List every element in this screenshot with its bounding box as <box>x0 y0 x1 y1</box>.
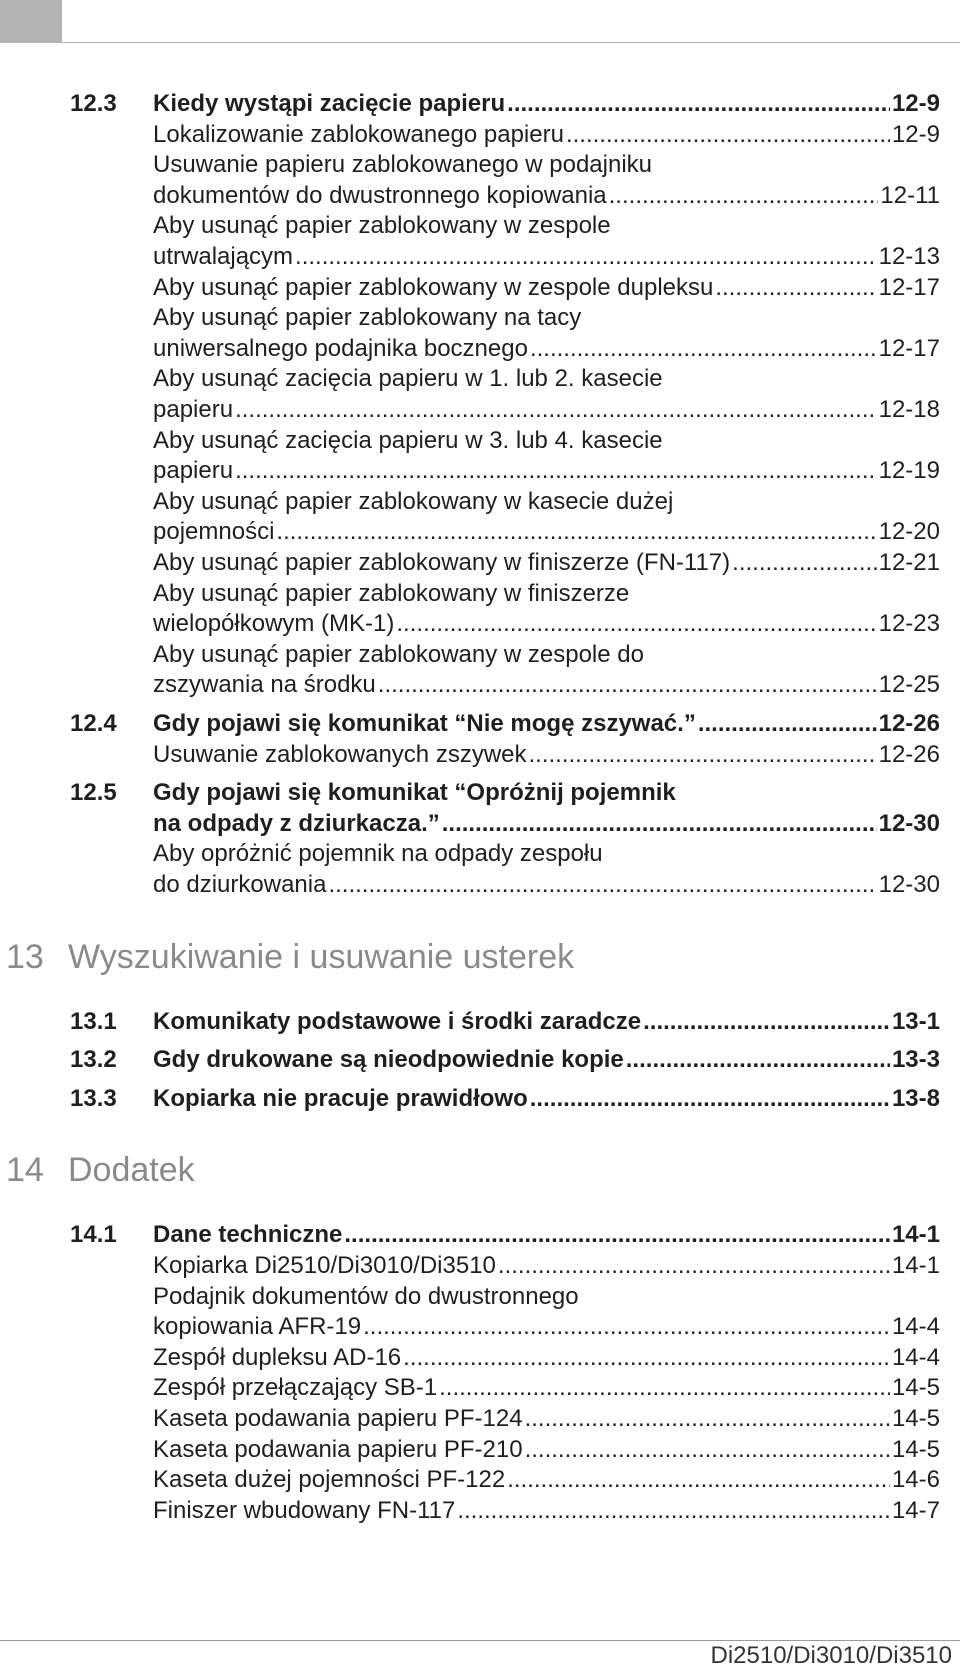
entry-title: Kaseta dużej pojemności PF-122 <box>153 1466 506 1494</box>
entry-title: Gdy drukowane są nieodpowiednie kopie <box>153 1046 624 1074</box>
page-number[interactable]: 12-26 <box>878 710 940 737</box>
entry-leader-line <box>153 121 940 149</box>
page-number[interactable]: 12-30 <box>878 870 940 898</box>
toc-section-entry[interactable] <box>0 90 960 121</box>
entry-title: Kaseta podawania papieru PF-124 <box>153 1405 523 1432</box>
toc-item-entry[interactable] <box>0 549 960 580</box>
entry-title: Aby usunąć papier zablokowany w zespole dupleksu <box>153 273 714 301</box>
toc-section-entry[interactable] <box>0 1008 960 1039</box>
toc-item-entry[interactable] <box>0 151 960 212</box>
toc-section-entry[interactable] <box>0 1085 960 1116</box>
section-number: 13.3 <box>70 1084 117 1112</box>
page-number[interactable]: 14-4 <box>891 1343 940 1371</box>
section-number: 14.1 <box>70 1221 117 1249</box>
toc-item-entry[interactable] <box>0 1283 960 1344</box>
page-number[interactable]: 13-8 <box>891 1084 940 1112</box>
entry-leader-line <box>153 457 940 485</box>
toc-item-entry[interactable] <box>0 1252 960 1283</box>
entry-title: Zespół dupleksu AD-16 <box>153 1343 402 1371</box>
entry-leader-line <box>153 1374 940 1402</box>
page-number[interactable]: 12-18 <box>878 395 940 423</box>
chapter-heading <box>6 938 574 977</box>
entry-title: Komunikaty podstawowe i środki zaradcze <box>153 1007 642 1035</box>
dot-leader <box>698 710 877 738</box>
toc-item-entry[interactable] <box>0 121 960 152</box>
entry-leader-line <box>153 243 940 271</box>
dot-leader <box>378 671 877 699</box>
entry-leader-line <box>153 396 940 424</box>
entry-title-first-line: Usuwanie papieru zablokowanego w podajniku <box>153 151 652 179</box>
entry-leader-line <box>153 1436 940 1464</box>
toc-item-entry[interactable] <box>0 1436 960 1467</box>
entry-leader-line <box>153 671 940 699</box>
entry-leader-line <box>153 1085 940 1113</box>
entry-leader-line <box>153 90 940 118</box>
page-number[interactable]: 12-26 <box>878 740 940 768</box>
dot-leader <box>525 1405 890 1433</box>
page-number[interactable]: 14-5 <box>891 1435 940 1463</box>
page-number[interactable]: 14-1 <box>891 1221 940 1249</box>
entry-leader-line <box>153 710 940 738</box>
section-number: 13.1 <box>70 1007 117 1035</box>
entry-title-first-line: Aby usunąć papier zablokowany w finiszerze <box>153 579 630 607</box>
toc-item-entry[interactable] <box>0 1405 960 1436</box>
page-number[interactable]: 14-5 <box>891 1374 940 1402</box>
entry-leader-line <box>153 335 940 363</box>
page-number[interactable]: 14-7 <box>891 1496 940 1524</box>
page-number[interactable]: 12-21 <box>878 549 940 576</box>
entry-title: papieru <box>153 457 234 485</box>
page-number[interactable]: 14-6 <box>891 1466 940 1494</box>
entry-leader-line <box>153 1344 940 1372</box>
page-number[interactable]: 12-9 <box>891 120 940 148</box>
page-number[interactable]: 14-4 <box>891 1313 940 1341</box>
dot-leader <box>295 243 877 271</box>
entry-title-first-line: Aby usunąć zacięcia papieru w 1. lub 2. kasecie <box>153 365 663 393</box>
header-rule <box>0 42 960 43</box>
entry-title: Lokalizowanie zablokowanego papieru <box>153 120 564 148</box>
dot-leader <box>363 1313 890 1341</box>
entry-leader-line <box>153 1046 940 1074</box>
dot-leader <box>344 1221 890 1249</box>
entry-leader-line <box>153 1405 940 1433</box>
dot-leader <box>235 396 877 424</box>
entry-title: Kaseta podawania papieru PF-210 <box>153 1435 523 1463</box>
dot-leader <box>507 1466 890 1494</box>
entry-title: na odpady z dziurkacza.” <box>153 809 440 837</box>
page-number[interactable]: 14-1 <box>891 1252 940 1279</box>
dot-leader <box>442 810 877 838</box>
toc-item-entry[interactable] <box>0 580 960 641</box>
entry-leader-line <box>153 274 940 302</box>
chapter-title: Wyszukiwanie i usuwanie usterek <box>68 937 575 976</box>
toc-item-entry[interactable] <box>0 641 960 702</box>
dot-leader <box>566 121 890 149</box>
page-number[interactable]: 14-5 <box>891 1405 940 1432</box>
entry-leader-line <box>153 549 940 577</box>
entry-title: Gdy pojawi się komunikat “Nie mogę zszywać.” <box>153 710 696 737</box>
entry-leader-line <box>153 182 940 210</box>
dot-leader <box>498 1252 890 1280</box>
entry-title: uniwersalnego podajnika bocznego <box>153 334 528 362</box>
entry-leader-line <box>153 1497 940 1525</box>
dot-leader <box>457 1497 890 1525</box>
chapter-number: 13 <box>6 937 44 976</box>
entry-leader-line <box>153 871 940 899</box>
toc-item-entry[interactable] <box>0 365 960 426</box>
entry-title-first-line: Aby usunąć papier zablokowany w kasecie dużej <box>153 487 674 515</box>
dot-leader <box>525 1436 890 1464</box>
entry-title-first-line: Aby usunąć papier zablokowany w zespole do <box>153 640 644 668</box>
entry-title-first-line: Podajnik dokumentów do dwustronnego <box>153 1282 579 1310</box>
dot-leader <box>643 1008 890 1036</box>
entry-title: kopiowania AFR-19 <box>153 1313 362 1341</box>
toc-item-entry[interactable] <box>0 304 960 365</box>
toc-item-entry[interactable] <box>0 741 960 772</box>
corner-tab-mark <box>0 0 62 42</box>
toc-item-entry[interactable] <box>0 1374 960 1405</box>
dot-leader <box>396 610 876 638</box>
footer-rule <box>0 1640 960 1641</box>
dot-leader <box>530 1085 890 1113</box>
entry-leader-line <box>153 1466 940 1494</box>
chapter-title: Dodatek <box>68 1151 195 1190</box>
toc-item-entry[interactable] <box>0 1466 960 1497</box>
toc-item-entry[interactable] <box>0 1497 960 1528</box>
section-number: 12.5 <box>70 779 117 807</box>
section-number: 13.2 <box>70 1046 117 1074</box>
entry-title-first-line: Aby usunąć papier zablokowany na tacy <box>153 304 582 332</box>
entry-leader-line <box>153 610 940 638</box>
dot-leader <box>276 518 876 546</box>
chapter-number: 14 <box>6 1151 44 1190</box>
entry-leader-line <box>153 1252 940 1280</box>
dot-leader <box>715 274 876 302</box>
dot-leader <box>439 1374 890 1402</box>
entry-title: Kiedy wystąpi zacięcie papieru <box>153 90 506 117</box>
dot-leader <box>609 182 879 210</box>
entry-title: Aby usunąć papier zablokowany w finiszerze (FN-117) <box>153 549 731 576</box>
entry-title: zszywania na środku <box>153 671 376 699</box>
entry-leader-line <box>153 1313 940 1341</box>
toc-item-entry[interactable] <box>0 212 960 273</box>
section-number: 12.3 <box>70 90 117 117</box>
page-number[interactable]: 12-23 <box>878 610 940 638</box>
page-number[interactable]: 12-11 <box>880 181 940 209</box>
toc-section-entry[interactable] <box>0 1046 960 1077</box>
page-number[interactable]: 12-30 <box>878 809 940 837</box>
toc-section-entry[interactable] <box>0 779 960 840</box>
dot-leader <box>235 457 877 485</box>
section-number: 12.4 <box>70 710 117 737</box>
entry-title-first-line: Aby usunąć zacięcia papieru w 3. lub 4. kasecie <box>153 426 663 454</box>
chapter-heading <box>6 1151 195 1190</box>
footer-model-name: Di2510/Di3010/Di3510 <box>710 1642 952 1669</box>
entry-title: Kopiarka Di2510/Di3010/Di3510 <box>153 1252 496 1279</box>
dot-leader <box>529 741 877 769</box>
page-number[interactable]: 13-3 <box>891 1046 940 1074</box>
page-number[interactable]: 12-20 <box>878 518 940 546</box>
page-number[interactable]: 12-13 <box>878 242 940 270</box>
dot-leader <box>507 90 890 118</box>
page-number[interactable]: 12-17 <box>878 334 940 362</box>
entry-title: Kopiarka nie pracuje prawidłowo <box>153 1084 528 1112</box>
dot-leader <box>328 871 876 899</box>
dot-leader <box>530 335 877 363</box>
entry-title: wielopółkowym (MK-1) <box>153 610 395 638</box>
page-number[interactable]: 12-9 <box>891 90 940 117</box>
entry-leader-line <box>153 518 940 546</box>
entry-title-first-line: Aby opróżnić pojemnik na odpady zespołu <box>153 840 603 868</box>
page-number[interactable]: 12-25 <box>878 671 940 699</box>
entry-leader-line <box>153 1221 940 1249</box>
entry-leader-line <box>153 741 940 769</box>
entry-title: do dziurkowania <box>153 870 327 898</box>
dot-leader <box>732 549 876 577</box>
entry-title: Finiszer wbudowany FN-117 <box>153 1496 456 1524</box>
dot-leader <box>403 1344 890 1372</box>
page-number[interactable]: 12-19 <box>878 457 940 485</box>
toc-item-entry[interactable] <box>0 488 960 549</box>
toc-section-entry[interactable] <box>0 1221 960 1252</box>
toc-section-entry[interactable] <box>0 710 960 741</box>
page-number[interactable]: 13-1 <box>891 1007 940 1035</box>
entry-title: dokumentów do dwustronnego kopiowania <box>153 181 607 209</box>
toc-item-entry[interactable] <box>0 274 960 305</box>
page-number[interactable]: 12-17 <box>878 273 940 301</box>
entry-leader-line <box>153 1008 940 1036</box>
entry-title: utrwalającym <box>153 242 294 270</box>
entry-title: papieru <box>153 395 234 423</box>
entry-title: Usuwanie zablokowanych zszywek <box>153 740 527 768</box>
entry-title: Dane techniczne <box>153 1221 343 1249</box>
toc-item-entry[interactable] <box>0 840 960 901</box>
entry-leader-line <box>153 810 940 838</box>
entry-title-first-line: Gdy pojawi się komunikat “Opróżnij pojemnik <box>153 779 676 807</box>
entry-title-first-line: Aby usunąć papier zablokowany w zespole <box>153 212 611 240</box>
toc-item-entry[interactable] <box>0 1344 960 1375</box>
dot-leader <box>626 1046 890 1074</box>
toc-item-entry[interactable] <box>0 427 960 488</box>
entry-title: Zespół przełączający SB-1 <box>153 1374 438 1402</box>
entry-title: pojemności <box>153 518 275 546</box>
